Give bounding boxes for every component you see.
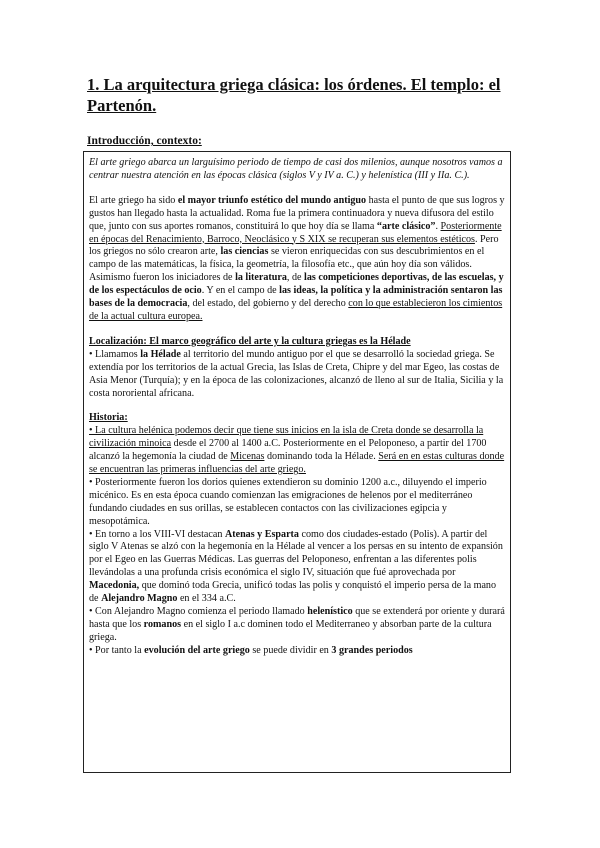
bullet-periodos: [89, 645, 506, 658]
text-run: desde el 2700 al 1400 a.C. Posteriormente en el Peloponeso, a partir del 1700 alcanzó la hegemonía la ciudad de: [89, 438, 487, 463]
underline-run: con lo que establecieron los cimientos de la actual cultura europea.: [89, 298, 503, 322]
text-run: en el 334 a.C.: [177, 593, 236, 605]
bold-run: helenístico: [307, 606, 353, 617]
bold-run: Macedonia,: [89, 580, 140, 592]
paragraph-greek-art: [89, 195, 506, 324]
intro-italic-paragraph: El arte griego abarca un larguísimo periodo de tiempo de casi dos milenios, aunque nosotros vamos a centrar nuestra atención en las épocas clásica (siglos V y IV a. C.) y helenística (III y IIa. C.).: [89, 157, 503, 181]
text-run: , de: [286, 272, 305, 284]
text-run: • Llamamos: [89, 348, 141, 360]
bold-run: las competiciones deportivas, de las escuelas, y de los espectáculos de ocio: [89, 272, 504, 297]
text-run: como dos ciudades-estado (Polis). A partir del siglo V Atenas se alzó con la hegemonía en la Hélade al vencer a los persas en su intento de expansión por el Egeo en las Guerras Médicas. Las guerras del Peloponeso, enfrentan a las diferentes polis llevándolas a una profunda crisis económica el siglo IV, situación que fué aprovechada por: [89, 528, 503, 579]
underline-run: Micenas: [230, 451, 265, 463]
bold-run: evolución del arte griego: [144, 644, 250, 656]
underline-run: • La cultura helénica podemos decir que tiene sus inicios en la isla de Creta donde se desarrolla la civilización minoica: [89, 425, 484, 450]
content-box: [83, 151, 511, 773]
text-run: que dominó toda Grecia, unificó todas las polis y conquistó el imperio persa de la mano de: [89, 580, 497, 605]
bold-run: Alejandro Magno: [101, 593, 178, 605]
page-title: 1. La arquitectura griega clásica: los órdenes. El templo: el Partenón.: [87, 75, 501, 115]
bold-run: la Hélade: [140, 348, 181, 360]
text-run: • Con Alejandro Magno comienza el periodo llamado: [89, 606, 308, 617]
text-run: .: [435, 220, 441, 232]
text-run: . Pero los griegos no sólo crearon arte,: [89, 233, 499, 258]
text-run: que se extenderá por oriente y durará hasta que los: [89, 606, 505, 630]
text-run: se vieron enriquecidas con sus descubrimientos en el campo de las matemáticas, la física, la geometría, la filosofía etc., que aún hoy día son válidos. Asimismo fueron los iniciadores de: [89, 246, 485, 284]
text-run: al territorio del mundo antiguo por el que se desarrolló la sociedad griega. Se extendía por los territorios de la actual Grecia, las Islas de Creta, Chipre y del mar Egeo, las costas de Asia Menor (Turquía); y en la época de las colonizaciones, alcanzó de lleno al sur de Italia, Sicilia y la costa nororiental africana.: [89, 348, 504, 399]
text-run: , del estado, del gobierno y del derecho: [187, 298, 349, 310]
bold-run: romanos: [143, 618, 182, 630]
heading-localizacion: Localización: El marco geográfico del arte y la cultura griegas es la Hélade: [89, 335, 411, 347]
heading-historia: Historia:: [89, 412, 128, 424]
text-run: dominando toda la Hélade.: [264, 451, 379, 463]
text-run: hasta el punto de que sus logros y gustos han llegado hasta la actualidad. Roma fue la primera continuadora y nueva difusora del estilo que, junto con sus aportes romanos, constituirá lo que hoy día se llama: [89, 194, 505, 232]
bold-run: las ideas, la política y la administración sentaron las bases de la democracia: [89, 285, 503, 310]
bullet-creta: [89, 425, 506, 477]
text-run: • En torno a los VIII-VI destacan: [89, 528, 225, 540]
text-run: se puede dividir en: [249, 644, 332, 656]
bold-run: 3 grandes periodos: [331, 644, 413, 656]
bold-run: Atenas y Esparta: [224, 528, 299, 540]
text-run: • Por tanto la: [89, 644, 145, 656]
underline-run: Posteriormente en épocas del Renacimiento, Barroco, Neoclásico y S XIX se recuperan sus elementos estéticos: [89, 220, 502, 245]
text-run: en el siglo I a.c dominen todo el Mediterraneo y absorban parte de la cultura griega.: [89, 618, 492, 643]
bold-run: la literatura: [235, 272, 287, 284]
bullet-atenas-esparta: [89, 529, 506, 606]
bullet-dorios: • Posteriormente fueron los dorios quienes extendieron su dominio 1200 a.c., diluyendo el imperio micénico. Es en esta época cuando comienzan las emigraciones de helenos por el mediterráneo fundando ciudades en sus orillas, se establecen contactos con las civilizaciones egipcia y mesopotámica.: [89, 476, 487, 527]
bold-run: el mayor triunfo estético del mundo antiguo: [177, 194, 367, 206]
text-run: El arte griego ha sido: [89, 194, 178, 206]
paragraph-localizacion: [89, 349, 506, 401]
underline-run: Será en en estas culturas donde se encuentran las primeras influencias del arte griego.: [89, 451, 505, 476]
section-label-introduction: Introducción, contexto:: [87, 135, 202, 147]
bold-run: “arte clásico”: [376, 220, 436, 232]
bold-run: las ciencias: [220, 246, 269, 258]
text-run: . Y en el campo de: [201, 285, 280, 297]
bullet-helenistico: [89, 606, 506, 645]
